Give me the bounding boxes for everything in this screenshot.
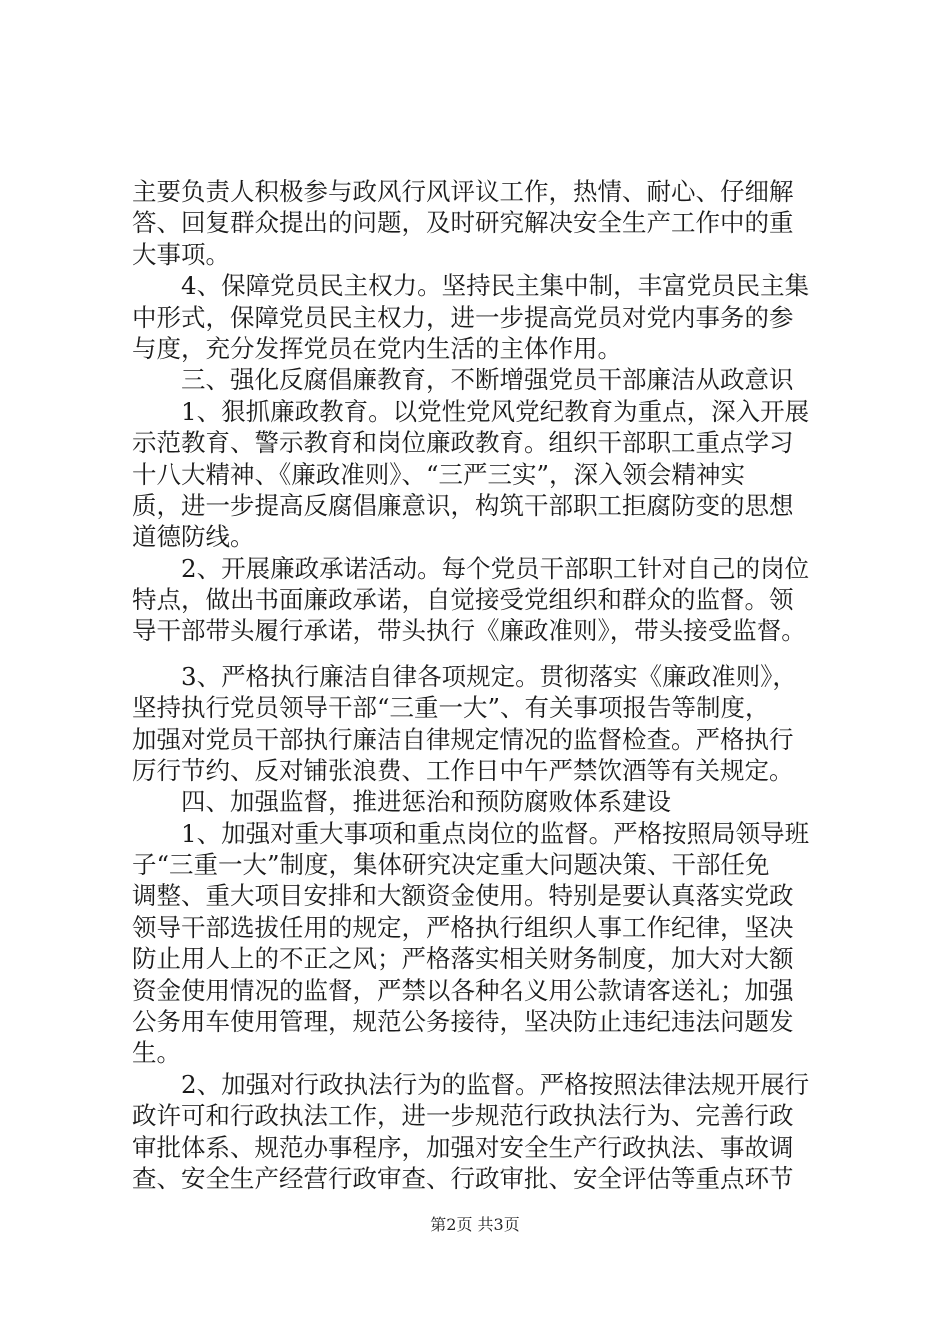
text-line: 审批体系、规范办事程序，加强对安全生产行政执法、事故调 bbox=[132, 1132, 794, 1162]
section-heading: 四、加强监督，推进惩治和预防腐败体系建设 bbox=[132, 787, 671, 817]
text-line: 答、回复群众提出的问题，及时研究解决安全生产工作中的重 bbox=[132, 208, 794, 238]
text-line: 领导干部选拔任用的规定，严格执行组织人事工作纪律，坚决 bbox=[132, 912, 794, 942]
text-line: 政许可和行政执法工作，进一步规范行政执法行为、完善行政 bbox=[132, 1101, 794, 1131]
text-line: 质，进一步提高反腐倡廉意识，构筑干部职工拒腐防变的思想 bbox=[132, 490, 794, 520]
text-line: 公务用车使用管理，规范公务接待，坚决防止违纪违法问题发 bbox=[132, 1007, 794, 1037]
section-heading: 三、强化反腐倡廉教育，不断增强党员干部廉洁从政意识 bbox=[132, 365, 794, 395]
page-number-footer: 第2页 共3页 bbox=[430, 1215, 520, 1234]
text-line: 查、安全生产经营行政审查、行政审批、安全评估等重点环节 bbox=[132, 1164, 794, 1193]
text-line: 2、加强对行政执法行为的监督。严格按照法律法规开展行 bbox=[132, 1069, 810, 1099]
text-line: 中形式，保障党员民主权力，进一步提高党员对党内事务的参 bbox=[132, 302, 794, 332]
text-line: 子“三重一大”制度，集体研究决定重大问题决策、干部任免 bbox=[132, 850, 770, 880]
text-line: 特点，做出书面廉政承诺，自觉接受党组织和群众的监督。领 bbox=[132, 585, 794, 615]
text-line: 主要负责人积极参与政风行风评议工作，热情、耐心、仔细解 bbox=[132, 177, 794, 206]
text-line: 2、开展廉政承诺活动。每个党员干部职工针对自己的岗位 bbox=[132, 553, 810, 583]
text-line: 调整、重大项目安排和大额资金使用。特别是要认真落实党政 bbox=[132, 881, 794, 911]
text-line: 1、狠抓廉政教育。以党性党风党纪教育为重点，深入开展 bbox=[132, 396, 810, 426]
text-line: 十八大精神、《廉政准则》、“三严三实”，深入领会精神实 bbox=[132, 459, 746, 489]
text-line: 加强对党员干部执行廉洁自律规定情况的监督检查。严格执行 bbox=[132, 724, 794, 754]
text-line: 1、加强对重大事项和重点岗位的监督。严格按照局领导班 bbox=[132, 818, 810, 848]
text-line: 防止用人上的不正之风；严格落实相关财务制度，加大对大额 bbox=[132, 944, 794, 974]
text-line: 示范教育、警示教育和岗位廉政教育。组织干部职工重点学习 bbox=[132, 428, 794, 458]
text-line: 与度，充分发挥党员在党内生活的主体作用。 bbox=[132, 333, 622, 363]
text-line: 生。 bbox=[132, 1038, 181, 1068]
text-line: 厉行节约、反对铺张浪费、工作日中午严禁饮酒等有关规定。 bbox=[132, 755, 794, 785]
text-line: 3、严格执行廉洁自律各项规定。贯彻落实《廉政准则》， bbox=[132, 661, 797, 691]
text-line: 4、保障党员民主权力。坚持民主集中制，丰富党员民主集 bbox=[132, 271, 810, 301]
text-line: 导干部带头履行承诺，带头执行《廉政准则》，带头接受监督。 bbox=[132, 616, 806, 646]
text-line: 坚持执行党员领导干部“三重一大”、有关事项报告等制度， bbox=[132, 693, 770, 723]
text-line: 资金使用情况的监督，严禁以各种名义用公款请客送礼；加强 bbox=[132, 975, 794, 1005]
text-line: 大事项。 bbox=[132, 239, 230, 269]
text-line: 道德防线。 bbox=[132, 522, 255, 552]
